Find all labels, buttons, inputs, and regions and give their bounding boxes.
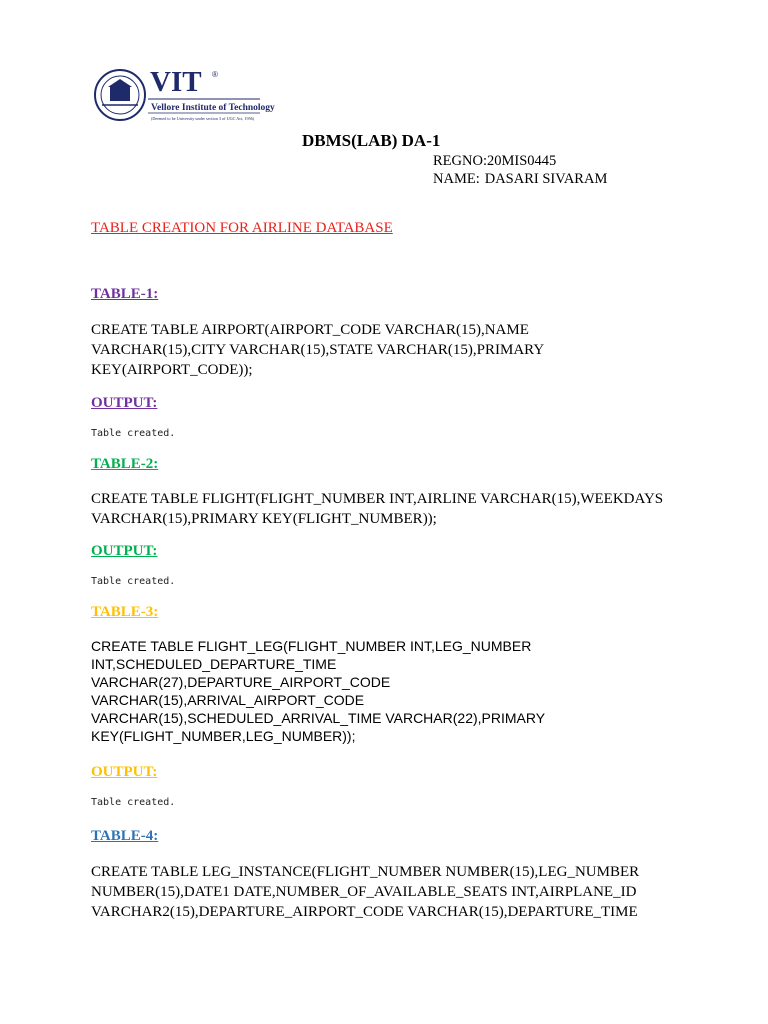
sql-line: CREATE TABLE FLIGHT_LEG(FLIGHT_NUMBER INT,LEG_NUMBER <box>91 638 532 654</box>
document-title: DBMS(LAB) DA-1 <box>302 131 441 150</box>
table-3-heading: TABLE-3: <box>91 604 159 620</box>
name-value: DASARI SIVARAM <box>484 171 608 187</box>
logo-wordmark: VIT <box>150 66 202 98</box>
regno: REGNO:20MIS0445 <box>433 153 557 169</box>
sql-line: NUMBER(15),DATE1 DATE,NUMBER_OF_AVAILABLE_SEATS INT,AIRPLANE_ID <box>91 884 637 900</box>
sql-line: VARCHAR(15),CITY VARCHAR(15),STATE VARCHAR(15),PRIMARY <box>91 342 545 358</box>
table-2-output-text: Table created. <box>91 576 176 587</box>
table-3-output-label: OUTPUT: <box>91 764 158 780</box>
logo-tagline: (Deemed to be University under section 3 of UGC Act, 1956) <box>151 116 255 121</box>
table-1-output-label: OUTPUT: <box>91 395 158 411</box>
student-name <box>433 171 607 188</box>
logo-registered-mark: ® <box>212 70 218 79</box>
main-heading: TABLE CREATION FOR AIRLINE DATABASE <box>91 220 393 236</box>
sql-line: INT,SCHEDULED_DEPARTURE_TIME <box>91 656 337 672</box>
sql-line: KEY(FLIGHT_NUMBER,LEG_NUMBER)); <box>91 728 356 744</box>
sql-line: VARCHAR(15),ARRIVAL_AIRPORT_CODE <box>91 692 365 708</box>
table-3-sql <box>91 637 691 745</box>
logo-institute-name: Vellore Institute of Technology <box>151 103 275 113</box>
vit-logo <box>90 45 275 148</box>
table-1-sql <box>91 320 691 380</box>
sql-line: VARCHAR(27),DEPARTURE_AIRPORT_CODE <box>91 674 391 690</box>
sql-line: CREATE TABLE LEG_INSTANCE(FLIGHT_NUMBER NUMBER(15),LEG_NUMBER <box>91 864 640 880</box>
table-2-heading: TABLE-2: <box>91 456 159 472</box>
table-4-heading: TABLE-4: <box>91 828 159 844</box>
vit-logo-graphic <box>90 45 275 148</box>
table-3-output-text: Table created. <box>91 797 176 808</box>
sql-line: CREATE TABLE AIRPORT(AIRPORT_CODE VARCHAR(15),NAME <box>91 322 529 338</box>
seal-icon <box>95 70 145 120</box>
table-4-sql <box>91 862 691 922</box>
sql-line: KEY(AIRPORT_CODE)); <box>91 362 253 378</box>
sql-line: VARCHAR(15),PRIMARY KEY(FLIGHT_NUMBER)); <box>91 511 437 527</box>
sql-line: CREATE TABLE FLIGHT(FLIGHT_NUMBER INT,AIRLINE VARCHAR(15),WEEKDAYS <box>91 491 664 507</box>
name-label: NAME: <box>433 171 480 187</box>
table-1-heading: TABLE-1: <box>91 286 159 302</box>
sql-line: VARCHAR2(15),DEPARTURE_AIRPORT_CODE VARCHAR(15),DEPARTURE_TIME <box>91 904 638 920</box>
sql-line: VARCHAR(15),SCHEDULED_ARRIVAL_TIME VARCHAR(22),PRIMARY <box>91 710 546 726</box>
table-1-output-text: Table created. <box>91 428 176 439</box>
table-2-output-label: OUTPUT: <box>91 543 158 559</box>
table-2-sql <box>91 489 691 529</box>
